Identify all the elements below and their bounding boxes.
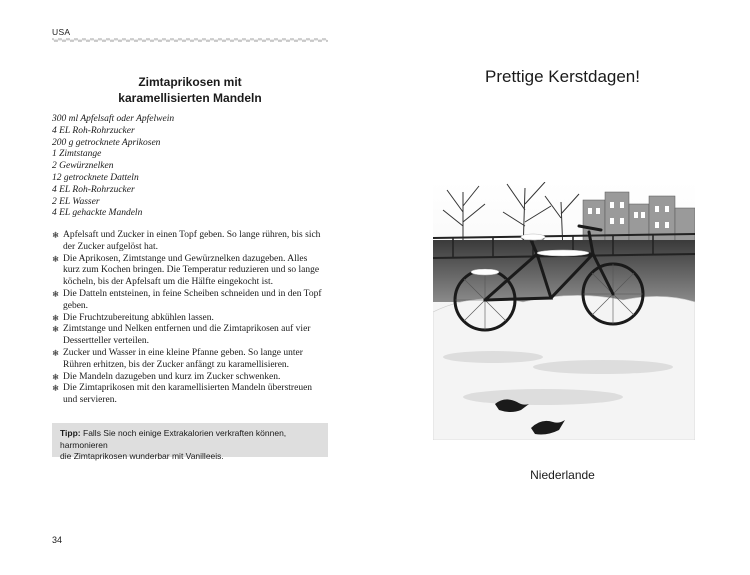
- step-line: Die Aprikosen, Zimtstange und Gewürznelken dazugeben. Alles: [63, 253, 308, 264]
- step-item: [52, 230, 330, 254]
- step-line: und servieren.: [63, 395, 117, 406]
- preparation-steps: [52, 230, 330, 407]
- right-page: [375, 0, 750, 575]
- step-line: Die Zimtaprikosen mit den karamellisierten Mandeln überstreuen: [63, 383, 313, 394]
- tip-box: [52, 423, 328, 461]
- step-line: köcheln, bis der Apfelsaft um die Hälfte eingekocht ist.: [63, 277, 273, 288]
- tip-label: Tipp:: [60, 428, 81, 438]
- decorative-wavy-rule: [52, 37, 328, 43]
- step-line: Die Mandeln dazugeben und kurz im Zucker schwenken.: [63, 371, 281, 382]
- step-item: [52, 254, 330, 289]
- ingredient-item: 12 getrocknete Datteln: [52, 172, 139, 183]
- step-item: [52, 372, 330, 384]
- snowflake-icon: ❄: [52, 312, 60, 323]
- tip-text-line-1: Falls Sie noch einige Extrakalorien verkraften können, harmonieren: [60, 428, 287, 450]
- step-item: [52, 383, 330, 407]
- step-line: Die Datteln entsteinen, in feine Scheiben schneiden und in den Topf: [63, 288, 322, 299]
- snowflake-icon: ❄: [52, 324, 60, 335]
- ingredient-item: 200 g getrocknete Aprikosen: [52, 137, 161, 148]
- snowflake-icon: ❄: [52, 288, 60, 299]
- ingredient-item: 2 Gewürznelken: [52, 161, 114, 172]
- step-line: Rühren erhitzen, bis der Zucker anfängt zu karamellisieren.: [63, 359, 290, 370]
- step-line: Zucker und Wasser in eine kleine Pfanne geben. So lange unter: [63, 347, 303, 358]
- step-line: Die Fruchtzubereitung abkühlen lassen.: [63, 312, 214, 323]
- snowflake-icon: ❄: [52, 230, 60, 240]
- step-line: geben.: [63, 300, 89, 311]
- greeting-heading: Prettige Kerstdagen!: [485, 67, 640, 86]
- ingredient-item: 4 EL gehackte Mandeln: [52, 208, 143, 219]
- ingredient-item: 4 EL Roh-Rohrzucker: [52, 184, 135, 195]
- step-item: [52, 324, 330, 348]
- ingredient-list: [52, 114, 328, 220]
- ingredient-item: 2 EL Wasser: [52, 196, 100, 207]
- snowflake-icon: ❄: [52, 253, 60, 264]
- step-line: der Zucker aufgelöst hat.: [63, 241, 158, 252]
- step-item: [52, 313, 330, 325]
- ingredient-item: 1 Zimtstange: [52, 149, 102, 160]
- ingredient-item: 4 EL Roh-Rohrzucker: [52, 125, 135, 136]
- snowflake-icon: ❄: [52, 383, 60, 394]
- step-line: kurz zum Kochen bringen. Die Temperatur reduzieren und so lange: [63, 265, 320, 276]
- recipe-title-line-2: karamellisierten Mandeln: [118, 91, 262, 105]
- step-line: Dessertteller verteilen.: [63, 336, 149, 347]
- ingredient-item: 300 ml Apfelsaft oder Apfelwein: [52, 114, 175, 124]
- page-number: 34: [52, 535, 63, 545]
- snowflake-icon: ❄: [52, 347, 60, 358]
- step-line: Zimtstange und Nelken entfernen und die Zimtaprikosen auf vier: [63, 324, 311, 335]
- step-line: Apfelsaft und Zucker in einen Topf geben. So lange rühren, bis sich: [63, 230, 321, 240]
- snowflake-icon: ❄: [52, 371, 60, 382]
- recipe-title-line-1: Zimtaprikosen mit: [138, 75, 242, 89]
- step-item: [52, 348, 330, 372]
- snowy-bicycle-illustration: [433, 182, 695, 440]
- step-item: [52, 289, 330, 313]
- recipe-title: [52, 74, 328, 106]
- tip-text-line-2: die Zimtaprikosen wunderbar mit Vanilleeis.: [60, 451, 224, 461]
- country-caption: Niederlande: [530, 468, 595, 482]
- running-head: USA: [52, 27, 71, 37]
